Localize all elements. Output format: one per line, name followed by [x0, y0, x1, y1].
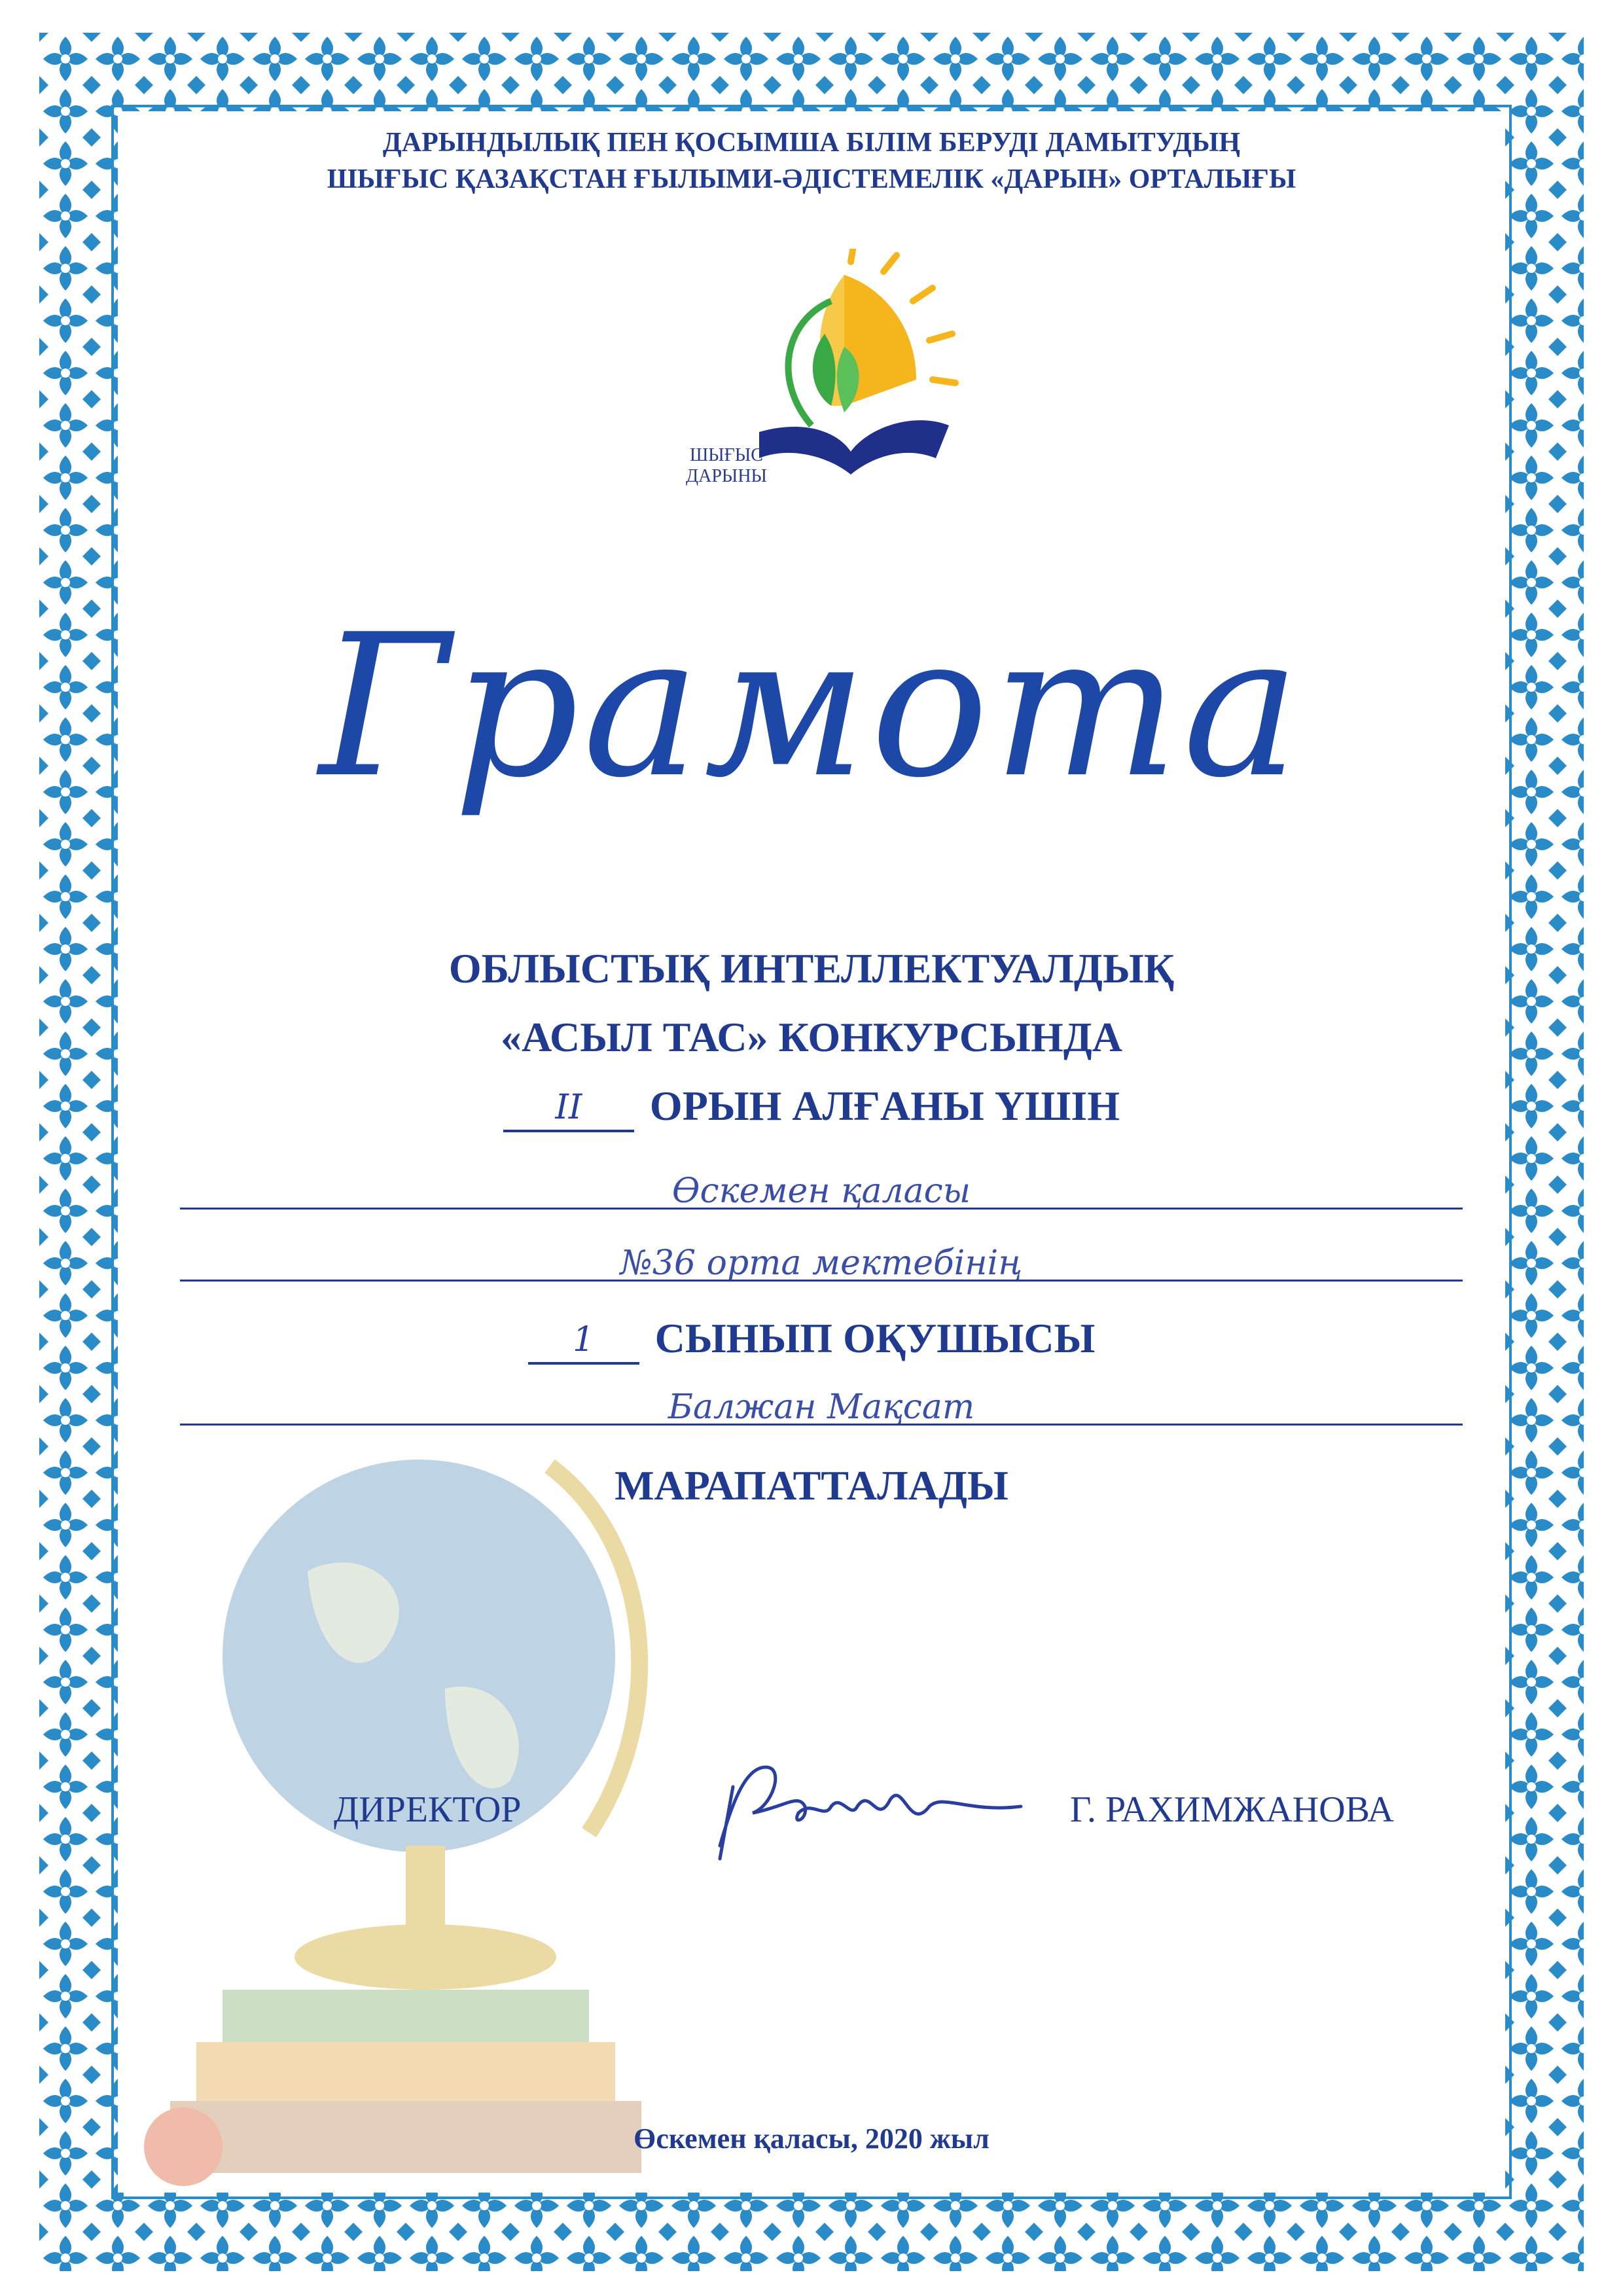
place-blank [503, 1089, 634, 1132]
organization-line-2: ШЫҒЫС ҚАЗАҚСТАН ҒЫЛЫМИ-ӘДІСТЕМЕЛІК «ДАРЫН» ОРТАЛЫҒЫ [327, 164, 1296, 194]
certificate-title: Грамота [319, 592, 1304, 821]
grade-label: СЫНЫП ОҚУШЫСЫ [654, 1315, 1096, 1361]
student-handwritten: Балжан Мақсат [668, 1388, 975, 1427]
contest-name: «АСЫЛ ТАС» КОНКУРСЫНДА [501, 1014, 1122, 1060]
contest-level: ОБЛЫСТЫҚ ИНТЕЛЛЕКТУАЛДЫҚ [448, 945, 1175, 992]
city-handwritten: Өскемен қаласы [671, 1172, 971, 1211]
school-handwritten: №36 орта мектебінің [620, 1244, 1023, 1283]
logo-caption-line-2: ДАРЫНЫ [686, 466, 767, 486]
city-line [180, 1208, 1463, 1210]
signatory-name: Г. РАХИМЖАНОВА [1070, 1789, 1394, 1830]
grade-blank [528, 1321, 639, 1365]
logo-caption [661, 445, 792, 487]
signatory-role: ДИРЕКТОР [334, 1789, 522, 1830]
organization-header [0, 124, 1623, 198]
place-value: II [555, 1088, 582, 1127]
place-row [0, 1080, 1623, 1132]
director-signature [694, 1741, 1034, 1872]
grade-row [0, 1312, 1623, 1365]
student-line [180, 1424, 1463, 1426]
place-label: ОРЫН АЛҒАНЫ ҮШІН [649, 1083, 1120, 1129]
place-and-year: Өскемен қаласы, 2020 жыл [633, 2123, 990, 2155]
school-line [180, 1280, 1463, 1282]
grade-value: 1 [573, 1320, 595, 1359]
logo-caption-line-1: ШЫҒЫС [690, 445, 763, 465]
awarded-text: МАРАПАТТАЛАДЫ [615, 1462, 1008, 1509]
organization-line-1: ДАРЫНДЫЛЫҚ ПЕН ҚОСЫМША БІЛІМ БЕРУДІ ДАМЫТУДЫҢ [382, 128, 1241, 158]
